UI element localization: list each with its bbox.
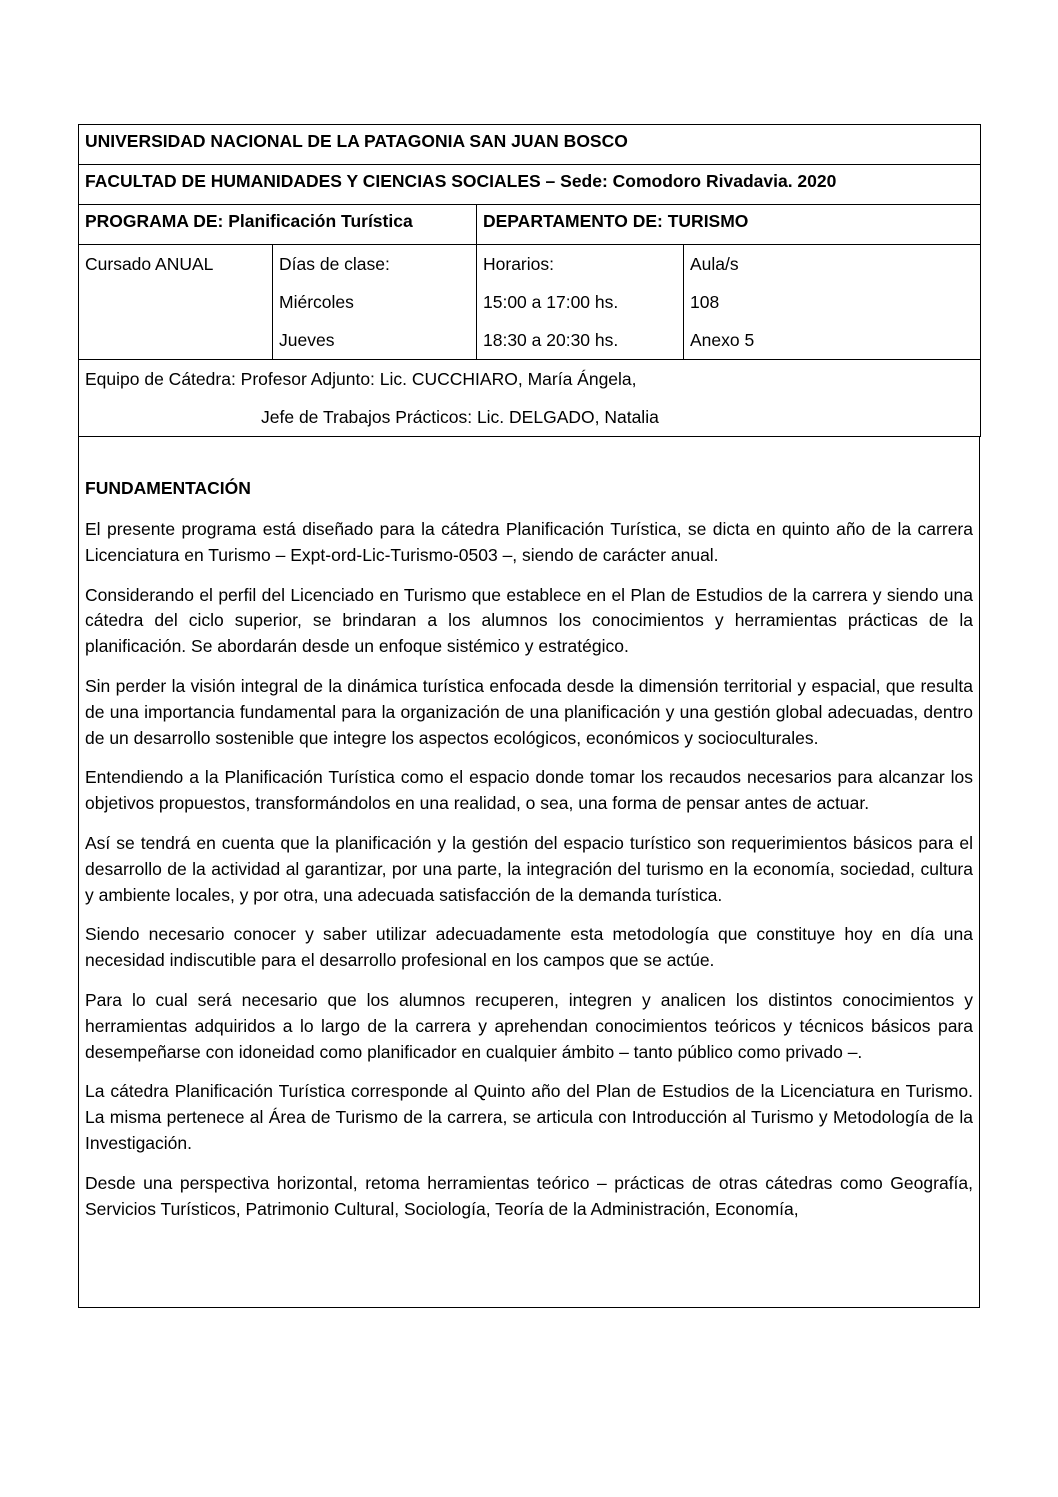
paragraph: Para lo cual será necesario que los alumnos recuperen, integren y analicen los distintos conocimientos y herramientas adquiridos a lo largo de la carrera y aprehendan conocimientos teóricos y técnicos básicos para desempeñarse con idoneidad como planificador en cualquier ámbito – tanto público como privado –. bbox=[85, 989, 973, 1062]
paragraph: La cátedra Planificación Turística corresponde al Quinto año del Plan de Estudios de la Licenciatura en Turismo. La misma pertenece al Área de Turismo de la carrera, se articula con Introducción al Turismo y Metodología de la Investigación. bbox=[85, 1081, 973, 1153]
aulas-cell: Aula/s 108 Anexo 5 bbox=[684, 245, 981, 360]
aula-item: Anexo 5 bbox=[690, 330, 755, 350]
header-table bbox=[78, 124, 981, 437]
paragraph: Siendo necesario conocer y saber utilizar adecuadamente esta metodología que constituye hoy en día una necesidad indiscutible para el desarrollo profesional en los campos que se actúe. bbox=[85, 924, 973, 971]
cursado-cell: Cursado ANUAL bbox=[79, 245, 273, 360]
paragraph: El presente programa está diseñado para la cátedra Planificación Turística, se dicta en quinto año de la carrera Licenciatura en Turismo – Expt-ord-Lic-Turismo-0503 –, siendo de carácter anual. bbox=[85, 519, 973, 565]
program-name: PROGRAMA DE: Planificación Turística bbox=[79, 205, 477, 245]
horario-item: 18:30 a 20:30 hs. bbox=[483, 330, 619, 350]
horarios-cell: Horarios: 15:00 a 17:00 hs. 18:30 a 20:30 hs. bbox=[477, 245, 684, 360]
paragraph: Considerando el perfil del Licenciado en Turismo que establece en el Plan de Estudios de la carrera y siendo una cátedra del ciclo superior, se brindaran a los alumnos los conocimientos y herramientas prácticas de la planificación. Se abordarán desde un enfoque sistémico y estratégico. bbox=[85, 584, 973, 657]
paragraph: Entendiendo a la Planificación Turística como el espacio donde tomar los recaudos necesarios para alcanzar los objetivos propuestos, transformándolos en una realidad, o sea, una forma de pensar antes de actuar. bbox=[85, 767, 973, 814]
dia-item: Jueves bbox=[279, 330, 335, 350]
faculty-name: FACULTAD DE HUMANIDADES Y CIENCIAS SOCIALES – Sede: Comodoro Rivadavia. 2020 bbox=[79, 165, 981, 205]
fundamentacion-section bbox=[78, 437, 980, 1308]
horario-item: 15:00 a 17:00 hs. bbox=[483, 292, 619, 312]
paragraph: Sin perder la visión integral de la dinámica turística enfocada desde la dimensión territorial y espacial, que resulta de una importancia fundamental para la organización de una planificación y una gestión global adecuadas, dentro de un desarrollo sostenible que integre los aspectos ecológicos, económicos y socioculturales. bbox=[85, 675, 973, 748]
team-line-1: Equipo de Cátedra: Profesor Adjunto: Lic. CUCCHIARO, María Ángela, bbox=[85, 369, 637, 389]
university-name: UNIVERSIDAD NACIONAL DE LA PATAGONIA SAN JUAN BOSCO bbox=[79, 125, 981, 165]
team-cell bbox=[79, 360, 981, 437]
aula-item: 108 bbox=[690, 292, 720, 312]
document-page bbox=[78, 124, 980, 1308]
paragraph: Así se tendrá en cuenta que la planificación y la gestión del espacio turístico son requerimientos básicos para el desarrollo de la actividad al garantizar, por una parte, la integración del turismo en la economía, sociedad, cultura y ambiente locales, y por otra, una adecuada satisfacción de la demanda turística. bbox=[85, 832, 973, 905]
department-name: DEPARTAMENTO DE: TURISMO bbox=[477, 205, 981, 245]
dias-cell: Días de clase: Miércoles Jueves bbox=[273, 245, 477, 360]
paragraph: Desde una perspectiva horizontal, retoma herramientas teórico – prácticas de otras cátedras como Geografía, Servicios Turísticos, Patrimonio Cultural, Sociología, Teoría de la Administración, Economía, bbox=[85, 1172, 973, 1219]
team-line-2: Jefe de Trabajos Prácticos: Lic. DELGADO, Natalia bbox=[261, 407, 659, 427]
section-title: FUNDAMENTACIÓN bbox=[85, 478, 251, 498]
dia-item: Miércoles bbox=[279, 292, 354, 312]
